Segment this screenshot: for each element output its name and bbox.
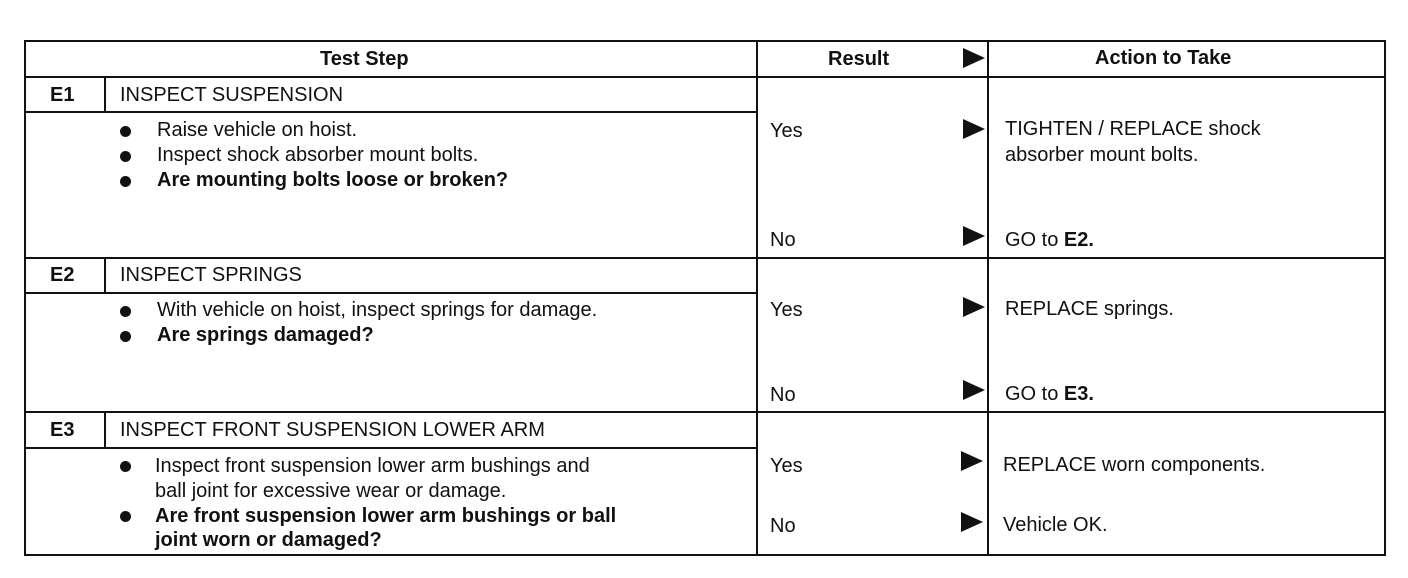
step-item: Raise vehicle on hoist. [157, 119, 358, 141]
action-text: GO to E2. [1005, 229, 1094, 251]
arrow-icon [963, 380, 985, 400]
step-question: Are springs damaged? [157, 324, 374, 346]
arrow-icon [963, 119, 985, 139]
step-question: Are mounting bolts loose or broken? [157, 169, 509, 191]
result-yes: Yes [770, 455, 803, 477]
bullet-icon [120, 306, 131, 317]
bullet-icon [120, 511, 131, 522]
arrow-icon [961, 451, 983, 471]
result-no: No [770, 229, 796, 251]
divider-col-result [756, 40, 758, 556]
divider-e2-e3 [24, 411, 1386, 413]
divider-e1-id [104, 76, 106, 113]
arrow-icon [963, 226, 985, 246]
arrow-icon [961, 512, 983, 532]
bullet-icon [120, 331, 131, 342]
action-text: GO to E3. [1005, 383, 1094, 405]
divider-e3-id [104, 411, 106, 449]
step-item: Inspect front suspension lower arm bushings and [155, 455, 590, 477]
header-action: Action to Take [1095, 47, 1232, 69]
divider-e2-id [104, 257, 106, 294]
result-no: No [770, 384, 796, 406]
step-id-e2: E2 [50, 264, 75, 286]
divider-e2-title [24, 292, 758, 294]
arrow-icon [963, 297, 985, 317]
step-item: ball joint for excessive wear or damage. [155, 480, 507, 502]
step-title-e2: INSPECT SPRINGS [120, 264, 302, 286]
step-id-e3: E3 [50, 419, 75, 441]
divider-e1-title [24, 111, 758, 113]
step-title-e1: INSPECT SUSPENSION [120, 84, 344, 106]
bullet-icon [120, 126, 131, 137]
bullet-icon [120, 461, 131, 472]
result-no: No [770, 515, 796, 537]
step-question: Are front suspension lower arm bushings or ball [155, 505, 617, 527]
divider-header [24, 76, 1386, 78]
bullet-icon [120, 151, 131, 162]
header-arrow-icon [963, 48, 985, 68]
step-question: joint worn or damaged? [155, 529, 382, 551]
divider-col-action [987, 40, 989, 556]
action-text: Vehicle OK. [1003, 514, 1108, 536]
step-title-e3: INSPECT FRONT SUSPENSION LOWER ARM [120, 419, 545, 441]
step-item: Inspect shock absorber mount bolts. [157, 144, 479, 166]
step-item: With vehicle on hoist, inspect springs for damage. [157, 299, 598, 321]
divider-e1-e2 [24, 257, 1386, 259]
header-result: Result [828, 48, 890, 70]
action-text: absorber mount bolts. [1005, 144, 1199, 166]
action-text: REPLACE worn components. [1003, 454, 1266, 476]
step-id-e1: E1 [50, 84, 75, 106]
bullet-icon [120, 176, 131, 187]
action-text: REPLACE springs. [1005, 298, 1174, 320]
action-text: TIGHTEN / REPLACE shock [1005, 118, 1261, 140]
header-test-step: Test Step [320, 48, 409, 70]
result-yes: Yes [770, 120, 803, 142]
result-yes: Yes [770, 299, 803, 321]
divider-e3-title [24, 447, 758, 449]
